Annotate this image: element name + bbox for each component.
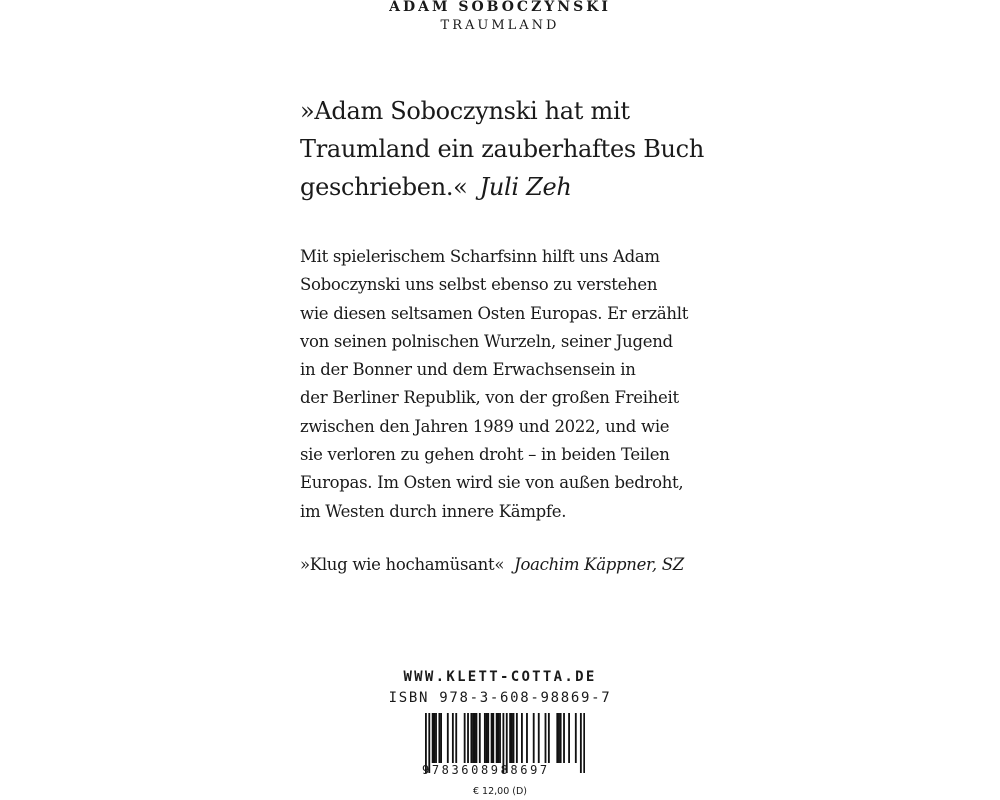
barcode-bar <box>476 713 478 763</box>
price: € 12,00 (D) <box>472 786 527 797</box>
barcode-bar <box>470 713 472 763</box>
barcode-bar <box>496 713 498 763</box>
barcode-bar <box>548 713 550 763</box>
barcode-bar <box>497 713 499 763</box>
barcode-bar <box>526 713 528 763</box>
barcode-bar <box>560 713 562 763</box>
barcode-bar <box>558 713 560 763</box>
barcode-bar <box>509 713 511 763</box>
description-line: sie verloren zu gehen droht – in beiden Teilen <box>300 445 670 465</box>
barcode-bar <box>556 713 558 763</box>
barcode-bar <box>440 713 442 763</box>
description-line: Mit spielerischem Scharfsinn hilft uns Adam <box>300 247 660 266</box>
review-quote <box>300 553 684 577</box>
description-line: von seinen polnischen Wurzeln, seiner Jugend <box>300 331 673 351</box>
description-paragraph <box>300 243 730 526</box>
barcode-bar <box>516 713 518 763</box>
barcode-bar <box>563 713 565 763</box>
blurb-attribution: Juli Zeh <box>479 173 572 201</box>
barcode-bar <box>467 713 469 763</box>
barcode-bar <box>487 713 489 763</box>
description-line: Soboczynski uns selbst ebenso zu verstehen <box>300 275 658 295</box>
publisher-website: WWW.KLETT-COTTA.DE <box>403 669 597 685</box>
blurb-line-text: geschrieben.« <box>300 173 468 201</box>
blurb-line <box>300 168 720 206</box>
barcode-bar <box>432 713 434 763</box>
review-attribution: Joachim Käppner, SZ <box>514 555 684 574</box>
description-line: in der Bonner und dem Erwachsensein in <box>300 360 636 380</box>
isbn-number: ISBN 978-3-608-98869-7 <box>388 690 612 706</box>
barcode-bar <box>538 713 540 763</box>
author-name: ADAM SOBOCZYNSKI <box>389 0 611 15</box>
book-title: TRAUMLAND <box>440 18 560 33</box>
barcode-bar <box>521 713 523 763</box>
barcode-bar <box>491 713 493 763</box>
blurb-line: Traumland ein zauberhaftes Buch <box>300 135 704 163</box>
barcode-bar <box>433 713 435 763</box>
barcode-bar <box>575 713 577 763</box>
barcode-digits: 9783608988697 <box>422 763 550 777</box>
barcode-bar <box>492 713 494 763</box>
review-quote-text: »Klug wie hochamüsant« <box>300 555 505 574</box>
blurb-quote <box>300 92 720 206</box>
barcode-bar <box>438 713 440 763</box>
barcode-bar <box>452 713 454 763</box>
barcode-bar <box>484 713 486 763</box>
barcode-bar <box>513 713 515 763</box>
barcode-bar <box>568 713 570 763</box>
barcode-bar <box>455 713 457 763</box>
barcode-bar <box>499 713 501 763</box>
barcode-bar <box>447 713 449 763</box>
barcode-bar <box>435 713 437 763</box>
barcode-bar <box>486 713 488 763</box>
description-line: wie diesen seltsamen Osten Europas. Er erzählt <box>300 303 689 323</box>
blurb-line: »Adam Soboczynski hat mit <box>300 97 630 125</box>
barcode-bar <box>545 713 547 763</box>
description-line: im Westen durch innere Kämpfe. <box>300 501 567 521</box>
barcode-bar <box>474 713 476 763</box>
barcode-bar <box>472 713 474 763</box>
description-line: der Berliner Republik, von der großen Freiheit <box>300 388 679 408</box>
description-line: Europas. Im Osten wird sie von außen bedroht, <box>300 473 684 493</box>
barcode-bar <box>464 713 466 763</box>
barcode-bar <box>511 713 513 763</box>
barcode-bar <box>479 713 481 763</box>
barcode-bar <box>533 713 535 763</box>
description-line: zwischen den Jahren 1989 und 2022, und wie <box>300 416 670 436</box>
